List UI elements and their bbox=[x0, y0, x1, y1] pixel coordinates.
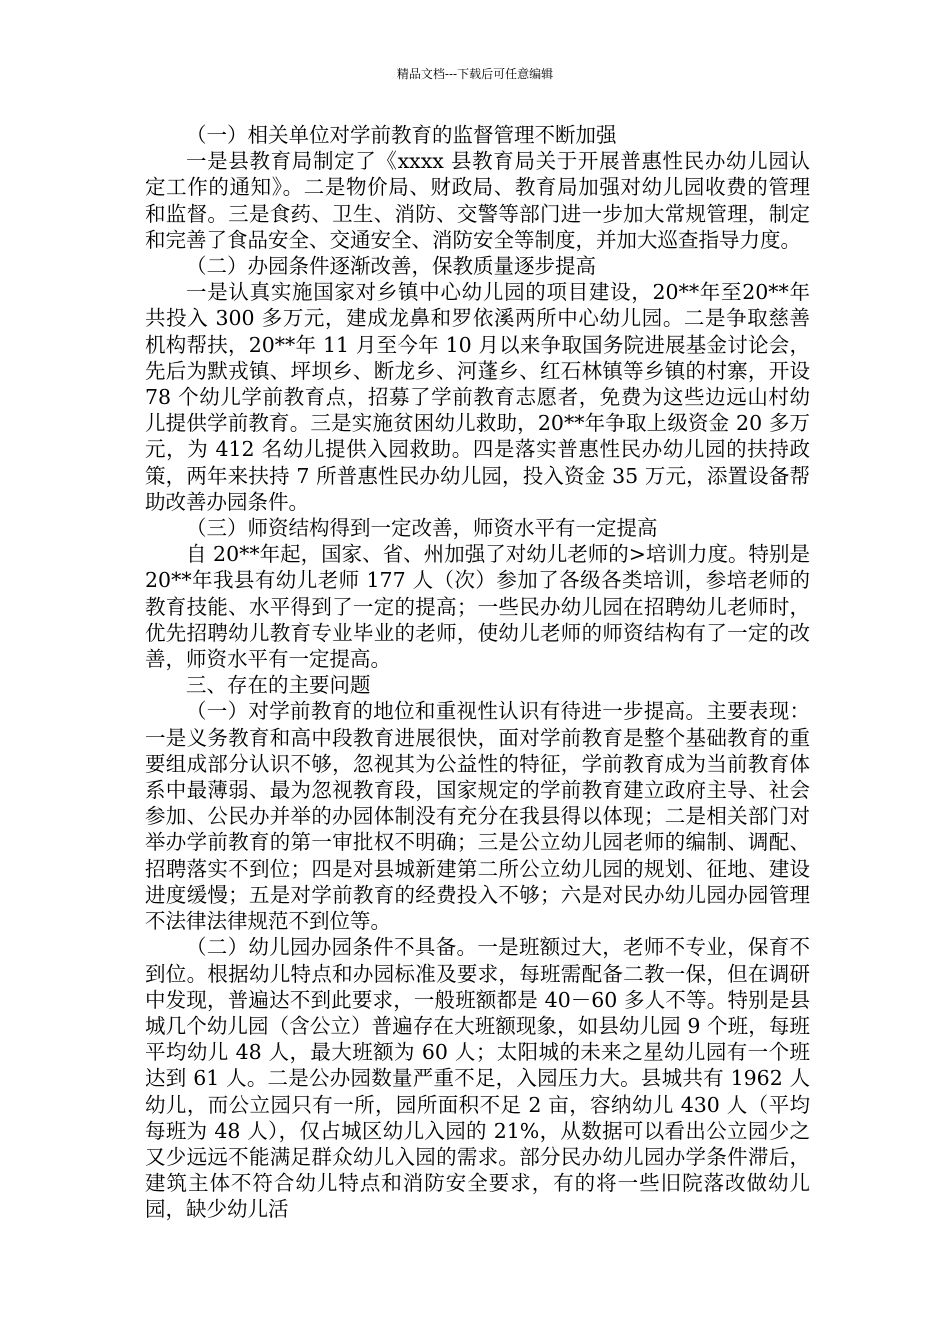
paragraph: 一是县教育局制定了《xxxx 县教育局关于开展普惠性民办幼儿园认定工作的通知》。二是物价局、财政局、教育局加强对幼儿园收费的管理和监督。三是食药、卫生、消防、交警等部门进一步加大常规管理，制定和完善了食品安全、交通安全、消防安全等制度，并加大巡查指导力度。 bbox=[145, 149, 810, 252]
paragraph: （二）幼儿园办园条件不具备。一是班额过大，老师不专业，保育不到位。根据幼儿特点和办园标准及要求，每班需配备二教一保，但在调研中发现，普遍达不到此要求，一般班额都是 40－60 多人不等。特别是县城几个幼儿园（含公立）普遍存在大班额现象，如县幼儿园 9 个班，每班平均幼儿 48 人，最大班额为 60 人；太阳城的未来之星幼儿园有一个班达到 61 人。二是公办园数量严重不足，入园压力大。县城共有 1962 人幼儿，而公立园只有一所，园所面积不足 2 亩，容纳幼儿 430 人（平均每班为 48 人），仅占城区幼儿入园的 21%，从数据可以看出公立园少之又少远远不能满足群众幼儿入园的需求。部分民办幼儿园办学条件滞后，建筑主体不符合幼儿特点和消防安全要求，有的将一些旧院落改做幼儿园，缺少幼儿活 bbox=[145, 935, 810, 1222]
paragraph: 自 20**年起，国家、省、州加强了对幼儿老师的>培训力度。特别是 20**年我县有幼儿老师 177 人（次）参加了各级各类培训，参培老师的教育技能、水平得到了一定的提高；一些民办幼儿园在招聘幼儿老师时，优先招聘幼儿教育专业毕业的老师，使幼儿老师的师资结构有了一定的改善，师资水平有一定提高。 bbox=[145, 542, 810, 672]
paragraph: （一）相关单位对学前教育的监督管理不断加强 bbox=[186, 123, 617, 147]
paragraph: （二）办园条件逐渐改善，保教质量逐步提高 bbox=[186, 254, 596, 279]
paragraph: （三）师资结构得到一定改善，师资水平有一定提高 bbox=[186, 516, 658, 541]
document-body bbox=[145, 122, 810, 1223]
page-header: 精品文档---下载后可任意编辑 bbox=[396, 67, 554, 81]
paragraph: 一是认真实施国家对乡镇中心幼儿园的项目建设，20**年至20**年共投入 300 多万元，建成龙鼻和罗依溪两所中心幼儿园。二是争取慈善机构帮扶，20**年 11 月至今年 10 月以来争取国务院进展基金讨论会，先后为默戎镇、坪坝乡、断龙乡、河蓬乡、红石林镇等乡镇的村寨，开设 78 个幼儿学前教育点，招募了学前教育志愿者，免费为这些边远山村幼儿提供学前教育。三是实施贫困幼儿救助，20**年争取上级资金 20 多万元，为 412 名幼儿提供入园救助。四是落实普惠性民办幼儿园的扶持政策，两年来扶持 7 所普惠性民办幼儿园，投入资金 35 万元，添置设备帮助改善办园条件。 bbox=[145, 280, 810, 514]
section-heading: 三、存在的主要问题 bbox=[186, 673, 371, 698]
paragraph: （一）对学前教育的地位和重视性认识有待进一步提高。主要表现：一是义务教育和高中段教育进展很快，面对学前教育是整个基础教育的重要组成部分认识不够，忽视其为公益性的特征，学前教育成为当前教育体系中最薄弱、最为忽视教育段，国家规定的学前教育建立政府主导、社会参加、公民办并举的办园体制没有充分在我县得以体现；二是相关部门对举办学前教育的第一审批权不明确；三是公立幼儿园老师的编制、调配、招聘落实不到位；四是对县城新建第二所公立幼儿园的规划、征地、建设进度缓慢；五是对学前教育的经费投入不够；六是对民办幼儿园办园管理不法律法律规范不到位等。 bbox=[145, 699, 810, 934]
